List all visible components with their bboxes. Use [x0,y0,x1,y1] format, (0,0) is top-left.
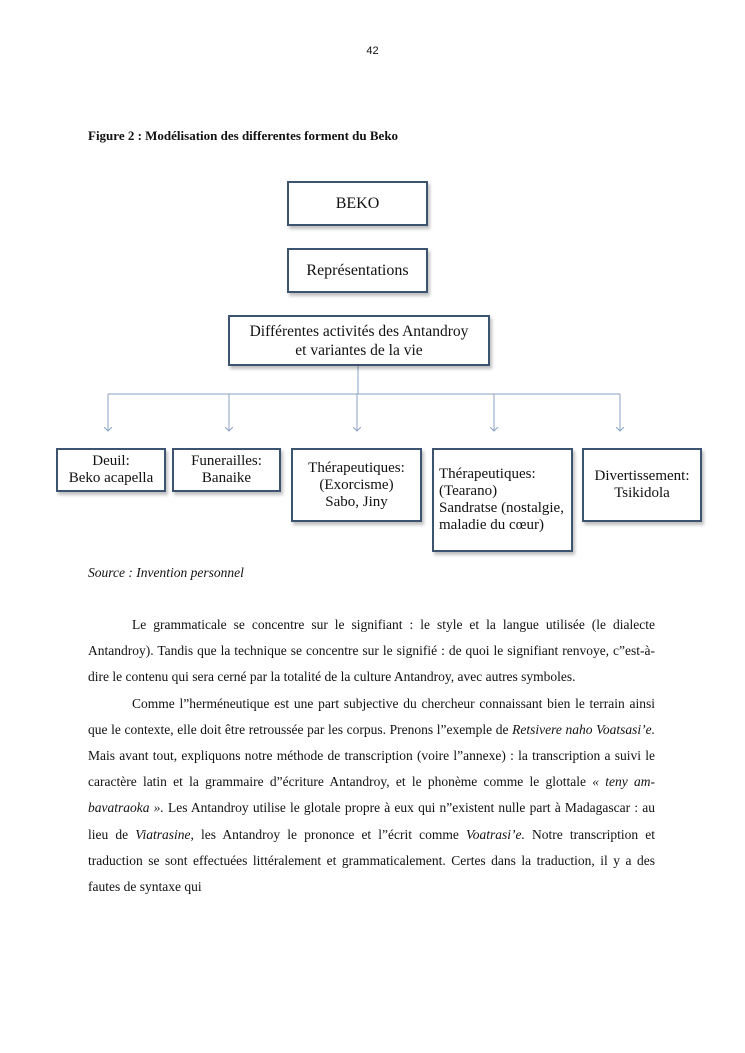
beko-label: BEKO [335,195,380,212]
paragraph-2-italic-2: « teny am-bavatraoka ». [88,774,655,816]
page-number: 42 [366,45,379,57]
representations-label: Représentations [306,262,409,279]
category-divertissement-line-2: Tsikidola [614,485,670,501]
category-box-divertissement [582,448,702,522]
category-box-tearano [432,448,573,552]
activities-line-2: et variantes de la vie [295,341,423,359]
category-tearano-line-4: maladie du cœur) [439,517,544,533]
paragraph-2-text-5: Notre transcription et traduction se sont effectuées littéralement et grammaticalement. Certes dans la traduction, il y a des fautes de syntaxe qui [88,826,655,895]
activities-line-1: Différentes activités des Antandroy [249,322,469,340]
category-exorcisme-line-3: Sabo, Jiny [325,493,388,510]
paragraph-2-text-4: , les Antandroy le prononce et l”écrit comme [190,826,467,842]
category-exorcisme-line-2: (Exorcisme) [319,476,394,493]
paragraph-2-text-2: Mais avant tout, expliquons notre méthode de transcription (voire l”annexe) : la transcription a suivi le caractère latin et la grammaire d”écriture Antandroy, et le phonème comme le glottale [88,748,655,790]
category-box-exorcisme [291,448,422,522]
paragraph-2-italic-1: Retsivere naho Voatsasi’e. [512,721,656,737]
representations-box [287,248,428,293]
category-funerailles-line-1: Funerailles: [191,453,262,469]
activities-box [228,315,490,366]
category-exorcisme-line-1: Thérapeutiques: [308,459,405,476]
paragraph-2-italic-4: Voatrasi’e. [466,826,525,842]
beko-box [287,181,428,226]
paragraph-2-text-1: Comme l”herméneutique est une part subjective du chercheur connaissant bien le terrain ainsi que le contexte, elle doit être retroussée par les corpus. Prenons l”exemple de [88,695,655,737]
category-tearano-line-2: (Tearano) [439,483,498,499]
category-box-funerailles [172,448,281,492]
figure-caption: Figure 2 : Modélisation des differentes forment du Beko [88,128,399,143]
paragraph-2-italic-3: Viatrasine [135,826,191,842]
category-box-deuil [56,448,166,492]
figure-source: Source : Invention personnel [88,565,244,580]
paragraph-2-text-3: Les Antandroy utilise le glotale propre à eux qui n”existent nulle part à Madagascar : au lieu de [88,800,655,842]
body-text [88,612,655,900]
paragraph-1: Le grammaticale se concentre sur le signifiant : le style et la langue utilisée (le dialecte Antandroy). Tandis que la technique se concentre sur le signifié : de quoi le signifiant renvoye, c”est-à-dire le contenu qui sera cerné par la totalité de la culture Antandroy, avec autres symboles. [88,617,655,685]
category-funerailles-line-2: Banaike [201,470,252,486]
category-divertissement-line-1: Divertissement: [594,468,690,484]
category-tearano-line-1: Thérapeutiques: [439,466,536,482]
category-tearano-line-3: Sandratse (nostalgie, [439,500,564,516]
paragraph-2 [88,691,655,901]
category-deuil-line-1: Deuil: [92,453,130,469]
category-deuil-line-2: Beko acapella [68,470,154,486]
